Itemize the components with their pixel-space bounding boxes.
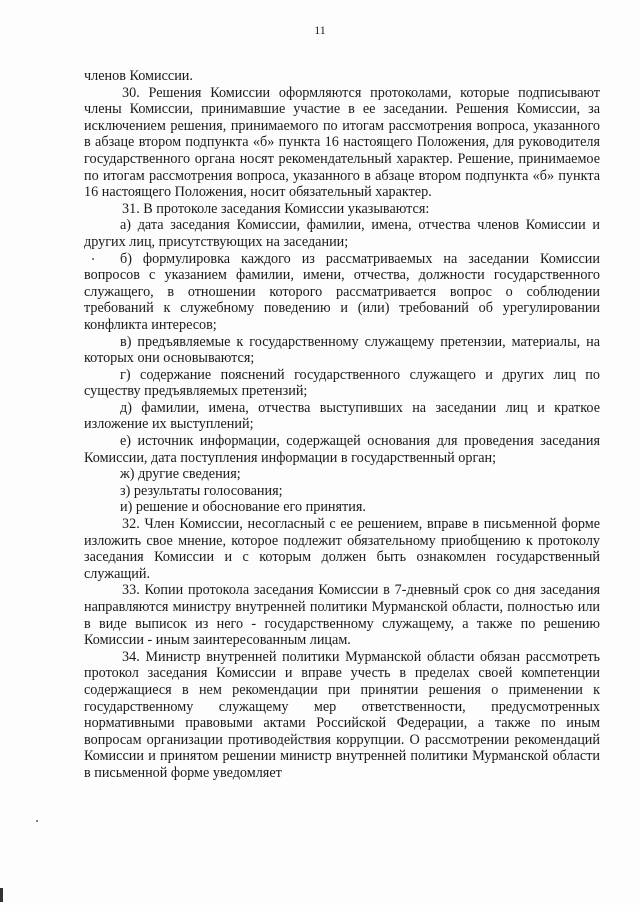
scan-speck — [92, 258, 94, 260]
paragraph-continuation: членов Комиссии. — [84, 68, 193, 84]
list-item-i: и) решение и обоснование его принятия. — [120, 499, 366, 516]
paragraph-30: 30. Решения Комиссии оформляются протоколами, которые подписывают члены Комиссии, принимавшие участие в ее заседании. Решения Комиссии, за исключением решения, принимаемого по итогам рассмотрения вопроса, указанного в абзаце втором подпункта «б» пункта 16 настоящего Положения, для руководителя государственного органа носят рекомендательный характер. Решение, принимаемое по итогам рассмотрения вопроса, указанного в абзаце втором подпункта «б» пункта 16 настоящего Положения, носит обязательный характер. — [84, 84, 600, 201]
list-item-v: в) предъявляемые к государственному служащему претензии, материалы, на которых они основываются; — [84, 333, 600, 367]
scan-edge-mark — [0, 888, 3, 902]
list-item-a: а) дата заседания Комиссии, фамилии, имена, отчества членов Комиссии и других лиц, присутствующих на заседании; — [84, 217, 600, 250]
list-item-d: д) фамилии, имена, отчества выступивших на заседании лиц и краткое изложение их выступлений; — [84, 399, 600, 433]
page-number: 11 — [314, 23, 326, 37]
list-item-z: з) результаты голосования; — [120, 482, 283, 499]
paragraph-34: 34. Министр внутренней политики Мурманской области обязан рассмотреть протокол заседания Комиссии и вправе учесть в пределах своей компетенции содержащиеся в нем рекомендации при принятии решения о применении к государственному служащему мер ответственности, предусмотренных нормативными правовыми актами Российской Федерации, а также по иным вопросам организации противодействия коррупции. О рассмотрении рекомендаций Комиссии и принятом решении министр внутренней политики Мурманской области в письменной форме уведомляет — [84, 648, 600, 781]
list-item-b: б) формулировка каждого из рассматриваемых на заседании Комиссии вопросов с указанием фамилии, имени, отчества, должности государственного служащего, в отношении которого рассматривается вопрос о соблюдении требований к служебному поведению и (или) требований об урегулировании конфликта интересов; — [84, 250, 600, 333]
paragraph-31: 31. В протоколе заседания Комиссии указываются: — [122, 200, 430, 217]
list-item-zh: ж) другие сведения; — [120, 466, 241, 483]
scan-speck — [36, 820, 38, 822]
document-body — [84, 68, 600, 782]
paragraph-32: 32. Член Комиссии, несогласный с ее решением, вправе в письменной форме изложить свое мнение, которое подлежит обязательному приобщению к протоколу заседания Комиссии и с которым должен быть ознакомлен государственный служащий. — [84, 516, 600, 582]
list-item-g: г) содержание пояснений государственного служащего и других лиц по существу предъявляемых претензий; — [84, 366, 600, 400]
paragraph-33: 33. Копии протокола заседания Комиссии в 7-дневный срок со дня заседания направляются министру внутренней политики Мурманской области, полностью или в виде выписок из него - государственному служащему, а также по решению Комиссии - иным заинтересованным лицам. — [84, 582, 600, 649]
list-item-e: е) источник информации, содержащей основания для проведения заседания Комиссии, дата поступления информации в государственный орган; — [84, 433, 600, 466]
